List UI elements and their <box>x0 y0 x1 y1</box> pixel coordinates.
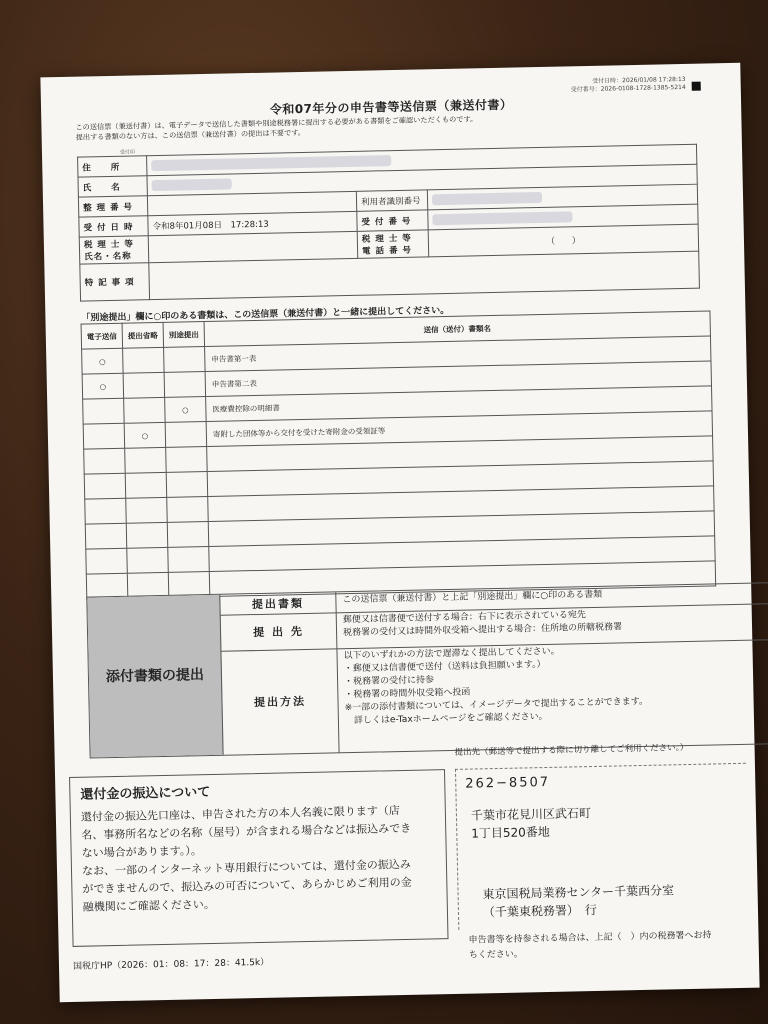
applicant-info-table <box>77 144 700 302</box>
docs-caption: 「別途提出」欄に○印のある書類は、この送信票（兼送付書）と一緒に提出してください。 <box>81 305 450 324</box>
redacted-user-id <box>432 192 542 205</box>
received-at-value: 令和8年01月08日 17:28:13 <box>148 211 357 235</box>
carry-note <box>468 927 768 963</box>
doc-separate-cell <box>167 522 209 548</box>
documents-body <box>82 336 716 599</box>
tax-phone-value: （ ） <box>428 224 699 257</box>
doc-omit-cell <box>124 397 166 423</box>
doc-name-cell: 申告書第二表 <box>205 361 711 397</box>
doc-electronic-cell <box>85 523 127 549</box>
col-separate: 別途提出 <box>163 322 205 348</box>
doc-name-cell: 医療費控除の明細書 <box>206 386 712 422</box>
refund-line-4: なお、一部のインターネット専用銀行については、還付金の振込み <box>81 857 411 878</box>
method-line-3: ・税務署の受付に持参 <box>344 675 435 688</box>
doc-separate-cell <box>165 422 207 448</box>
doc-electronic-cell: ○ <box>82 373 124 399</box>
ref-number-label: 整 理 番 号 <box>78 196 147 217</box>
doc-separate-cell <box>164 372 206 398</box>
doc-omit-cell <box>126 522 168 548</box>
method-line-2: ・郵便又は信書便で送付（送料は負担願います。） <box>343 659 546 675</box>
doc-electronic-cell <box>85 498 127 524</box>
method-line-1: 以下のいずれかの方法で遅滞なく提出してください。 <box>343 646 560 662</box>
attach-dest-line-2: 税務署の受付又は時間外収受箱へ提出する場合：住所地の所轄税務署 <box>342 622 623 639</box>
corner-marker <box>692 82 701 91</box>
doc-separate-cell <box>167 497 209 523</box>
doc-separate-cell <box>166 472 208 498</box>
attachment-section <box>86 582 768 758</box>
refund-line-6: 融機関にご確認ください。 <box>82 897 215 914</box>
attach-dest-label: 提 出 先 <box>221 612 338 650</box>
refund-notice <box>69 769 448 947</box>
attach-docs-value: この送信票（兼送付書）と上記「別途提出」欄に○印のある書類 <box>342 589 603 606</box>
stamp-label: 受付印 <box>119 149 136 156</box>
mailing-address-line-1: 千葉市花見川区武石町 <box>470 806 592 823</box>
doc-name-cell: 申告書第一表 <box>205 336 711 372</box>
refund-title: 還付金の振込について <box>80 785 211 803</box>
received-at-label: 受 付 日 時 <box>79 216 148 237</box>
col-doc-name: 送信（送付）書類名 <box>204 311 710 347</box>
mailing-office <box>482 881 674 921</box>
doc-electronic-cell <box>84 473 126 499</box>
mailing-caption: 提出先（郵送等で提出する際に切り離してご利用ください。） <box>454 743 689 758</box>
doc-omit-cell <box>125 472 167 498</box>
attach-dest-line-1: 郵便又は信書便で送付する場合：右下に表示されている宛先 <box>342 610 586 626</box>
doc-separate-cell <box>166 447 208 473</box>
doc-omit-cell <box>127 547 169 573</box>
redacted-receipt-no <box>432 211 572 225</box>
method-line-5: ※一部の添付書類については、イメージデータで提出することができます。 <box>344 696 649 714</box>
redacted-name <box>152 178 232 191</box>
user-id-label: 利用者識別番号 <box>356 190 427 211</box>
doc-omit-cell: ○ <box>124 422 166 448</box>
refund-line-3: ない場合があります。）。 <box>81 844 202 860</box>
redacted-address <box>151 155 391 171</box>
refund-line-2: 名、事務所名などの名称（屋号）が含まれる場合などは振込みでき <box>81 821 412 842</box>
doc-separate-cell <box>168 547 210 573</box>
attach-method-value <box>343 639 768 752</box>
doc-omit-cell <box>125 447 167 473</box>
doc-electronic-cell <box>84 448 126 474</box>
method-line-4: ・税務署の時間外収受箱へ投函 <box>344 687 471 701</box>
attach-method-label: 提出方法 <box>221 648 339 754</box>
refund-line-1: 還付金の振込先口座は、申告された方の本人名義に限ります（店 <box>80 804 400 824</box>
name-label: 氏 名 <box>78 176 147 197</box>
receipt-no-label: 受 付 番 号 <box>357 210 428 231</box>
doc-separate-cell <box>164 347 206 373</box>
carry-note-line-2: ちください。 <box>468 949 523 961</box>
col-electronic: 電子送信 <box>81 323 123 349</box>
intro-line-2: 提出する書類のない方は、この送信票（兼送付書）の提出は不要です。 <box>75 127 306 142</box>
tax-form-paper <box>40 63 759 1002</box>
carry-note-line-1: 申告書等を持参される場合は、上記（ ）内の税務署へお持 <box>468 930 712 946</box>
address-label: 住 所 <box>78 156 147 177</box>
form-title: 令和07年分の申告書等送信票（兼送付書） <box>269 97 513 117</box>
mailing-office-line-2: （千葉東税務署） 行 <box>482 902 598 920</box>
tax-accountant-label: 税 理 士 等 氏名・名称 <box>79 236 149 264</box>
mailing-office-line-1: 東京国税局業務センター千葉西分室 <box>482 883 675 902</box>
doc-name-cell: 寄附した団体等から交付を受けた寄附金の受領証等 <box>206 411 712 447</box>
receipt-number: 受付番号：2026-0108-1728-1385-5214 <box>570 83 686 94</box>
method-line-6: 詳しくはe-Taxホームページをご確認ください。 <box>344 711 548 727</box>
doc-electronic-cell: ○ <box>82 348 124 374</box>
doc-electronic-cell <box>83 423 125 449</box>
mailing-address-line-2: 1丁目520番地 <box>471 824 550 841</box>
doc-omit-cell <box>123 347 165 373</box>
notes-label: 特 記 事 項 <box>80 263 150 301</box>
intro-line-1: この送信票（兼送付書）は、電子データで送信した書類や別途税務署に提出する必要がある書類をご確認いただくものです。 <box>75 114 478 132</box>
mailing-zip: 262−8507 <box>465 774 551 792</box>
documents-table <box>81 310 717 599</box>
doc-omit-cell <box>126 497 168 523</box>
doc-electronic-cell <box>83 398 125 424</box>
footer-source: 国税庁HP（2026：01：08：17：28：41.5k） <box>72 957 270 972</box>
attach-method-row <box>221 639 768 755</box>
doc-electronic-cell <box>86 548 128 574</box>
doc-omit-cell <box>123 372 165 398</box>
refund-line-5: ができませんので、振込みの可否について、あらかじめご利用の金 <box>82 875 412 896</box>
attach-docs-label: 提出書類 <box>220 592 336 614</box>
receipt-datetime: 受付日時：2026/01/08 17:28:13 <box>592 75 686 85</box>
doc-separate-cell: ○ <box>165 397 207 423</box>
col-omit: 提出省略 <box>122 322 164 348</box>
mailing-address <box>471 804 592 843</box>
attach-heading: 添付書類の提出 <box>87 595 223 758</box>
tax-phone-label: 税 理 士 等 電 話 番 号 <box>357 230 429 258</box>
